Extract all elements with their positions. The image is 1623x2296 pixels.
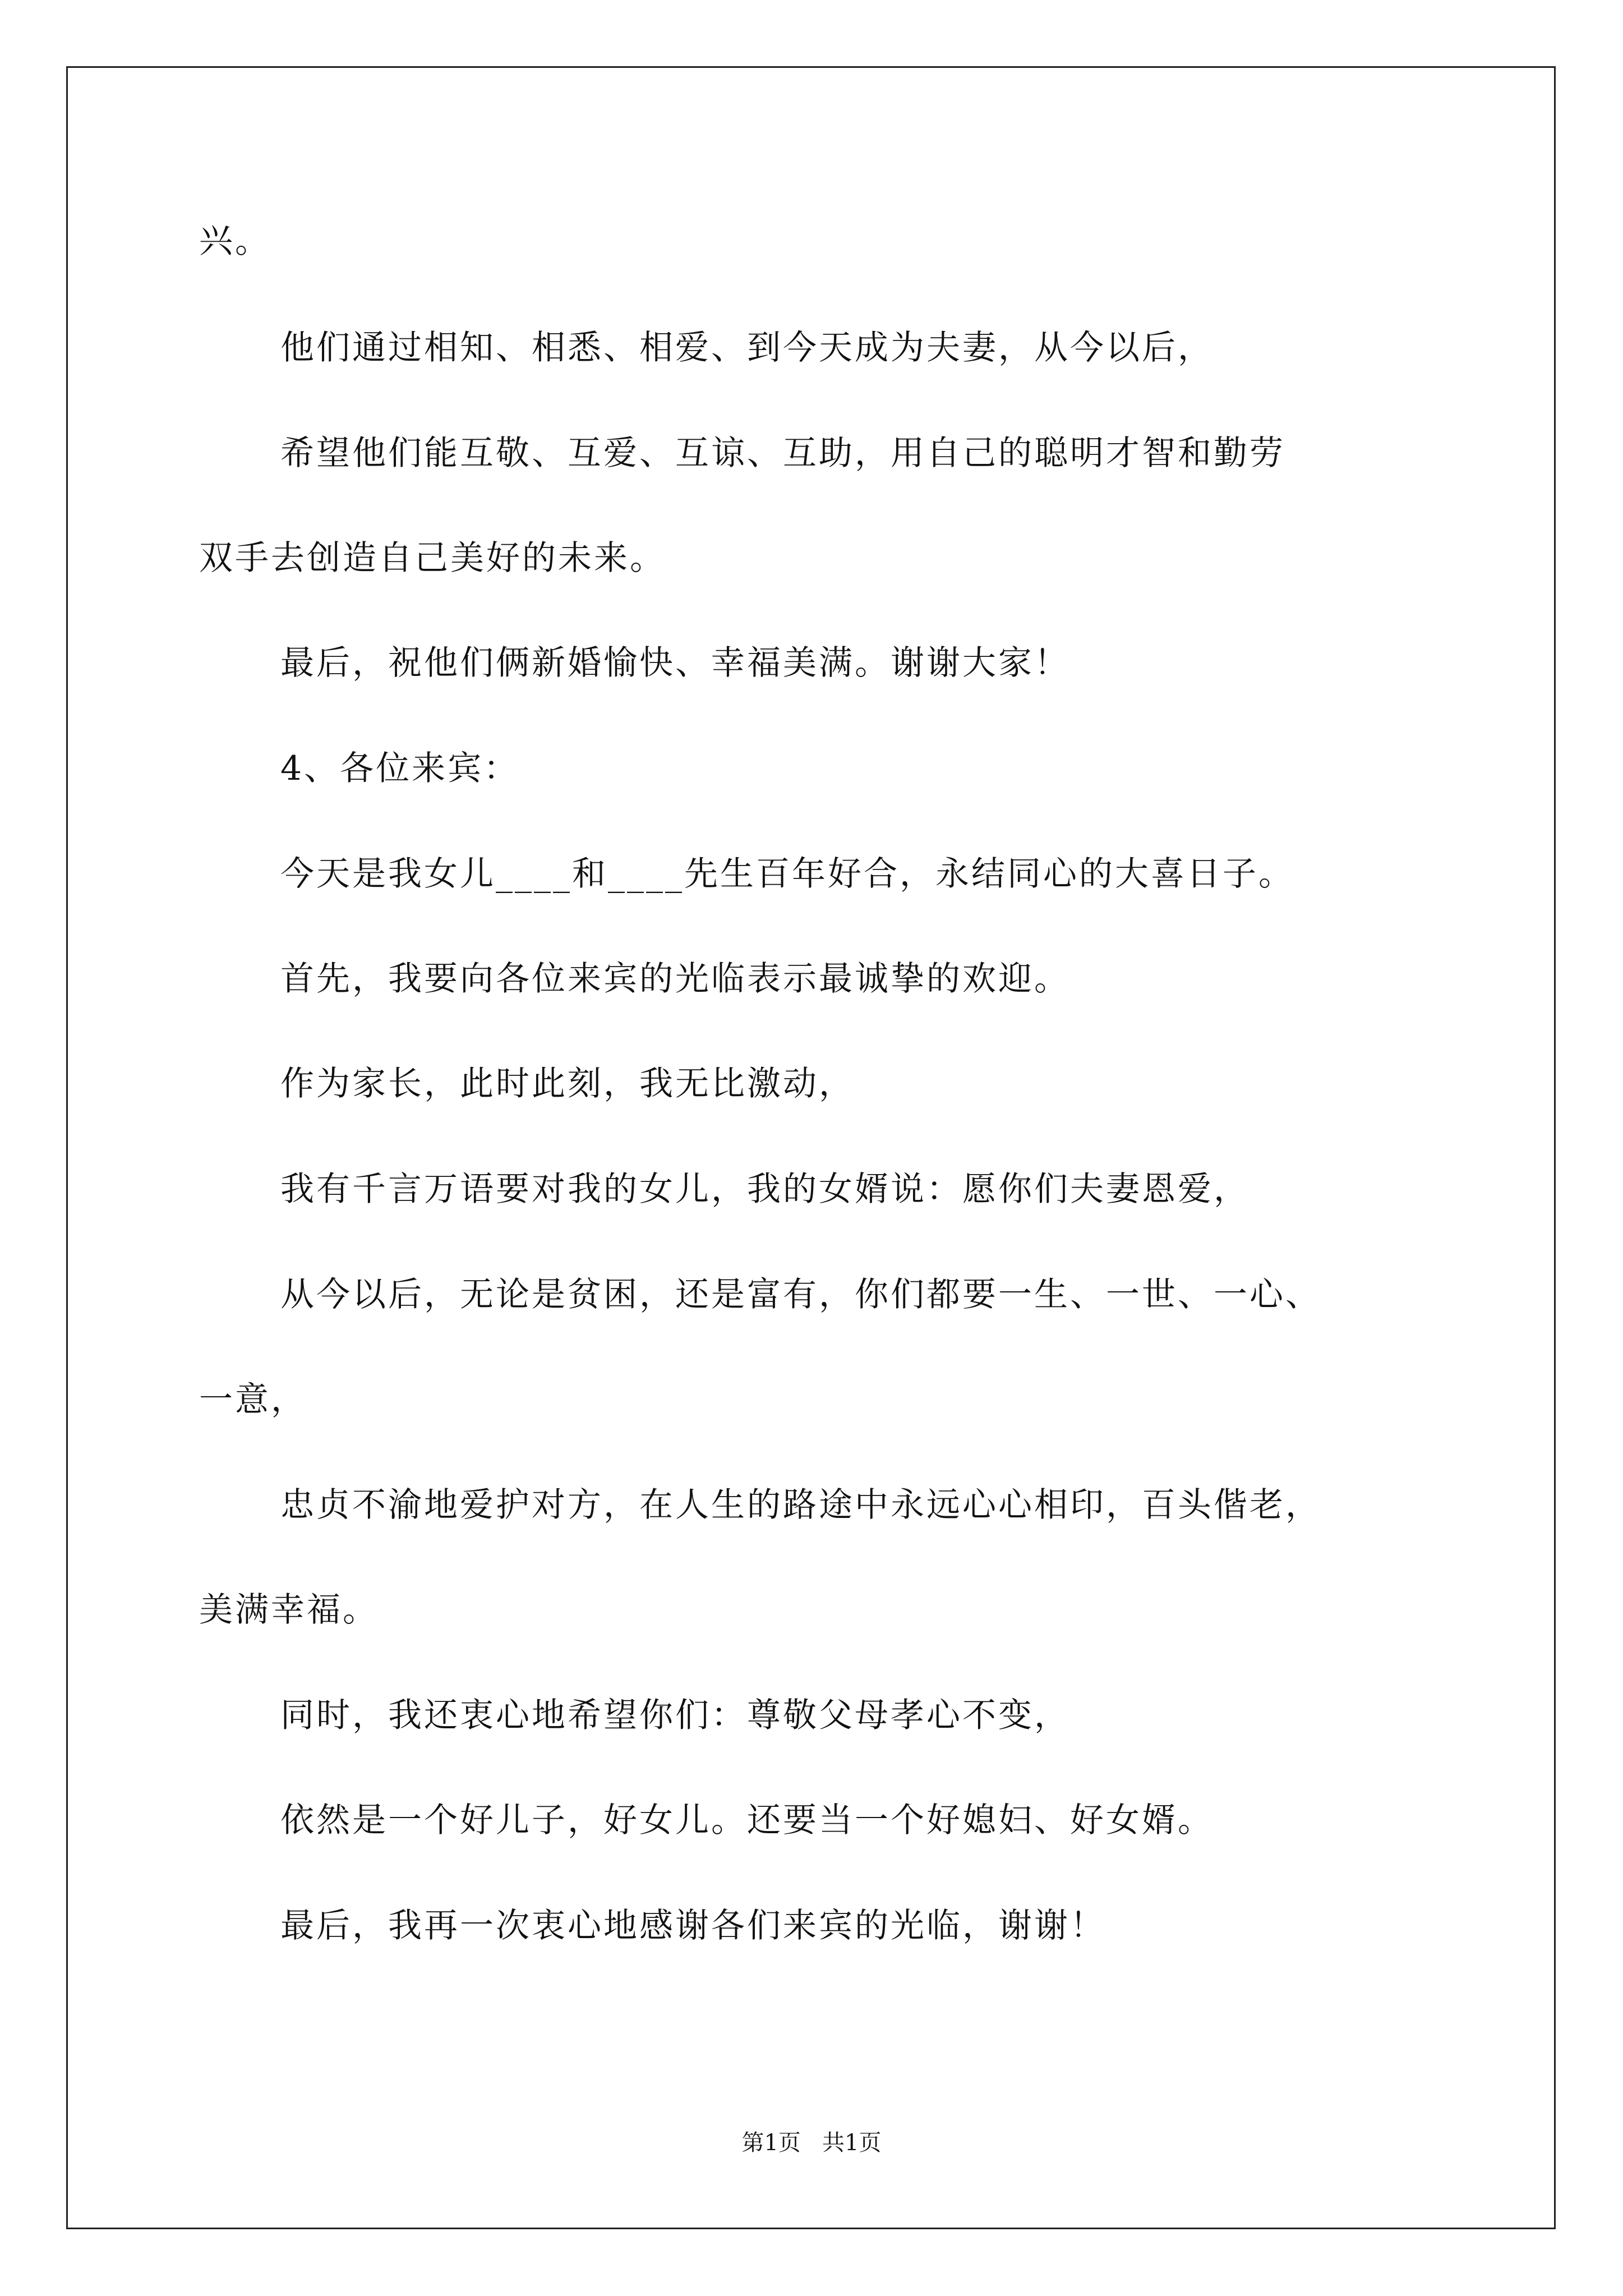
text-line: 忠贞不渝地爱护对方，在人生的路途中永远心心相印，百头偕老，	[280, 1485, 1321, 1525]
text-line: 首先，我要向各位来宾的光临表示最诚挚的欢迎。	[280, 959, 1070, 999]
text-line: 双手去创造自己美好的未来。	[199, 539, 666, 578]
text-line: 作为家长，此时此刻，我无比激动，	[280, 1064, 855, 1103]
text-line: 我有千言万语要对我的女儿，我的女婿说：愿你们夫妻恩爱，	[280, 1170, 1249, 1209]
text-line: 同时，我还衷心地希望你们：尊敬父母孝心不变，	[280, 1696, 1070, 1735]
text-line: 一意，	[199, 1380, 307, 1419]
page-footer: 第1页 共1页	[741, 2130, 882, 2156]
text-line: 希望他们能互敬、互爱、互谅、互助，用自己的聪明才智和勤劳	[280, 434, 1285, 473]
text-line: 最后，我再一次衷心地感谢各们来宾的光临，谢谢！	[280, 1906, 1106, 1945]
text-line: 美满幸福。	[199, 1590, 379, 1630]
text-line: 4、各位来宾：	[280, 749, 520, 788]
text-line: 今天是我女儿____和____先生百年好合，永结同心的大喜日子。	[280, 854, 1294, 894]
text-line: 从今以后，无论是贫困，还是富有，你们都要一生、一世、一心、	[280, 1275, 1321, 1314]
text-line: 最后，祝他们俩新婚愉快、幸福美满。谢谢大家！	[280, 643, 1070, 683]
text-line: 兴。	[199, 222, 271, 261]
text-line: 依然是一个好儿子，好女儿。还要当一个好媳妇、好女婿。	[280, 1801, 1214, 1840]
text-line: 他们通过相知、相悉、相爱、到今天成为夫妻，从今以后，	[280, 328, 1214, 367]
